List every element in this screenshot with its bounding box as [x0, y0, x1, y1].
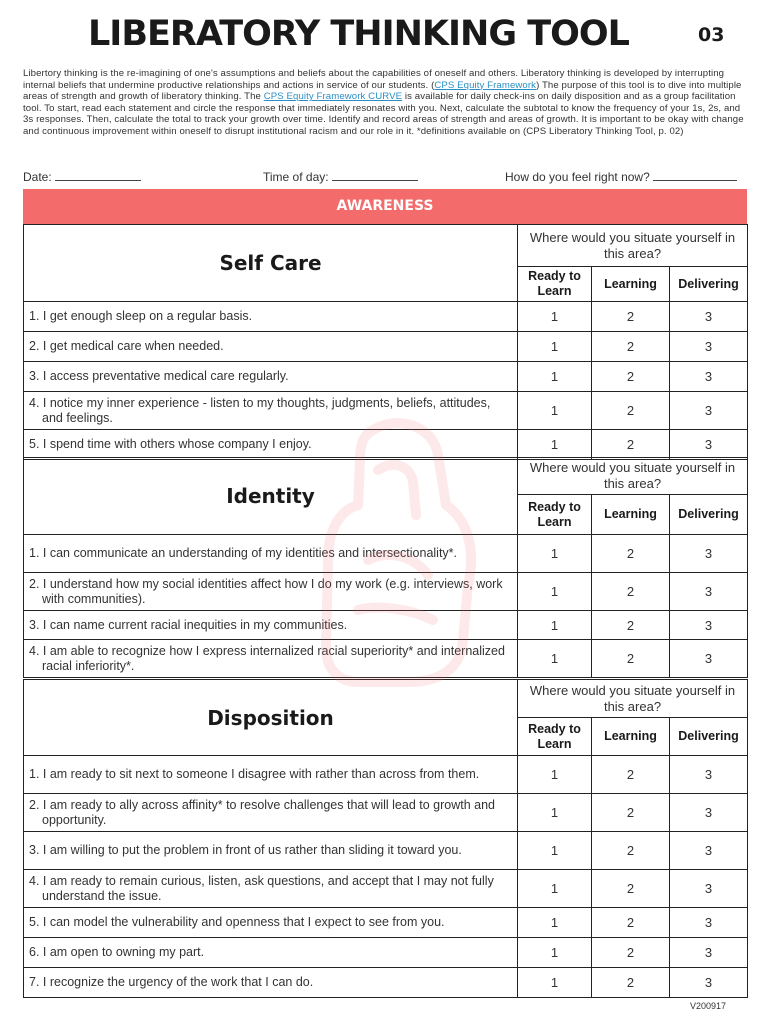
response-option-1[interactable]: 1 [518, 756, 592, 794]
awareness-band: AWARENESS [23, 189, 747, 224]
statement-text: 2. I am ready to ally across affinity* to resolve challenges that will lead to growth and opportunity. [29, 797, 495, 827]
statement-row [24, 832, 748, 870]
statement-row [24, 938, 748, 968]
response-option-3[interactable]: 3 [670, 535, 748, 573]
response-option-2[interactable]: 2 [592, 430, 670, 460]
response-option-2[interactable]: 2 [592, 332, 670, 362]
response-option-3[interactable]: 3 [670, 756, 748, 794]
response-option-3[interactable]: 3 [670, 640, 748, 678]
response-option-3[interactable]: 3 [670, 832, 748, 870]
statement-row [24, 302, 748, 332]
response-option-3[interactable]: 3 [670, 611, 748, 640]
statement-text: 7. I recognize the urgency of the work that I can do. [29, 975, 314, 989]
statement-text: 3. I access preventative medical care regularly. [29, 369, 289, 383]
col-learn-label: Learn [537, 514, 572, 529]
statement-text: 3. I am willing to put the problem in front of us rather than sliding it toward you. [29, 843, 462, 857]
col-ready-to-learn [518, 495, 592, 535]
response-option-3[interactable]: 3 [670, 332, 748, 362]
statement-text: 5. I can model the vulnerability and openness that I expect to see from you. [29, 915, 445, 929]
response-option-2[interactable]: 2 [592, 908, 670, 938]
col-ready-label: Ready to [528, 721, 581, 736]
statement-cell [24, 832, 518, 870]
col-learning: Learning [592, 267, 670, 302]
intro-text: is available for daily check-ins on daily disposition and as a group facilitation tool. To start, read each statement and circle the response that immediately resonates with you. Next, calculate the subtotal to know the frequency of your 1s, 2s, and 3s responses. Then, calculate the total to track your growth over time. Identify and record areas of strength and areas of growth. It is important to be okay with change and continuous improvement within oneself to disrupt institutional racism and our role in it. *definitions available on (CPS Liberatory Thinking Tool, p. 02) [23, 91, 744, 137]
response-option-2[interactable]: 2 [592, 938, 670, 968]
response-option-3[interactable]: 3 [670, 870, 748, 908]
page-title: LIBERATORY THINKING TOOL [88, 14, 629, 54]
statement-row [24, 332, 748, 362]
statement-cell [24, 908, 518, 938]
section-disposition [23, 679, 748, 998]
date-field[interactable] [23, 170, 141, 184]
statement-text: 2. I understand how my social identities affect how I do my work (e.g. interviews, work with communities). [29, 576, 503, 606]
statement-cell [24, 938, 518, 968]
intro-paragraph [23, 68, 749, 138]
statement-row [24, 756, 748, 794]
statement-text: 2. I get medical care when needed. [29, 339, 224, 353]
col-ready-label: Ready to [528, 499, 581, 514]
col-learning: Learning [592, 718, 670, 756]
statement-text: 3. I can name current racial inequities in my communities. [29, 617, 348, 632]
response-option-1[interactable]: 1 [518, 332, 592, 362]
response-option-2[interactable]: 2 [592, 832, 670, 870]
response-option-3[interactable]: 3 [670, 794, 748, 832]
statement-cell [24, 968, 518, 998]
response-option-1[interactable]: 1 [518, 611, 592, 640]
time-label: Time of day: [263, 170, 329, 184]
response-option-1[interactable]: 1 [518, 908, 592, 938]
statement-cell [24, 362, 518, 392]
statement-cell [24, 794, 518, 832]
col-ready-to-learn [518, 718, 592, 756]
intro-text: ) The purpose of this tool is to dive into multiple areas of strength and growth of liberatory thinking. The [23, 79, 742, 103]
statement-text: 4. I notice my inner experience - listen to my thoughts, judgments, beliefs, attitudes, and feelings. [29, 395, 491, 425]
hand-watermark-icon [318, 410, 478, 690]
response-option-2[interactable]: 2 [592, 870, 670, 908]
response-option-1[interactable]: 1 [518, 392, 592, 430]
situate-prompt: Where would you situate yourself in this area? [518, 225, 748, 267]
response-option-3[interactable]: 3 [670, 938, 748, 968]
col-ready-to-learn [518, 267, 592, 302]
response-option-2[interactable]: 2 [592, 302, 670, 332]
col-delivering: Delivering [670, 718, 748, 756]
statement-text: 1. I get enough sleep on a regular basis. [29, 309, 253, 323]
col-learn-label: Learn [537, 284, 572, 298]
response-option-3[interactable]: 3 [670, 968, 748, 998]
statement-text: 1. I am ready to sit next to someone I disagree with rather than across from them. [29, 767, 480, 781]
response-option-3[interactable]: 3 [670, 908, 748, 938]
response-option-3[interactable]: 3 [670, 392, 748, 430]
version-label: V200917 [689, 1001, 726, 1011]
statement-row [24, 794, 748, 832]
statement-text: 4. I am able to recognize how I express internalized racial superiority* and internalized racial inferiority*. [29, 643, 505, 673]
equity-framework-link[interactable]: CPS Equity Framework [434, 79, 537, 91]
response-option-1[interactable]: 1 [518, 968, 592, 998]
col-delivering: Delivering [670, 267, 748, 302]
response-option-1[interactable]: 1 [518, 430, 592, 460]
response-option-3[interactable]: 3 [670, 430, 748, 460]
time-field[interactable] [263, 170, 418, 184]
intro-text: Libertory thinking is the re-imagining of one's assumptions and beliefs about the capabilities of oneself and others. Liberatory thinking is developed by interrupting internal beliefs that undermine productive relationships and actions in service of our students. ( [23, 68, 725, 91]
section-title: Self Care [24, 225, 518, 302]
feel-line[interactable] [653, 171, 737, 181]
response-option-1[interactable]: 1 [518, 362, 592, 392]
statement-row [24, 362, 748, 392]
equity-framework-curve-link[interactable]: CPS Equity Framework CURVE [263, 91, 403, 103]
statement-text: 6. I am open to owning my part. [29, 945, 205, 959]
col-delivering: Delivering [670, 495, 748, 535]
statement-cell [24, 756, 518, 794]
situate-prompt: Where would you situate yourself in this area? [518, 458, 748, 495]
response-option-2[interactable]: 2 [592, 611, 670, 640]
section-title: Identity [24, 458, 518, 535]
response-option-2[interactable]: 2 [592, 362, 670, 392]
response-option-1[interactable]: 1 [518, 640, 592, 678]
response-option-1[interactable]: 1 [518, 302, 592, 332]
response-option-2[interactable]: 2 [592, 392, 670, 430]
statement-cell [24, 302, 518, 332]
feel-field[interactable] [505, 170, 737, 184]
response-option-3[interactable]: 3 [670, 302, 748, 332]
response-option-3[interactable]: 3 [670, 573, 748, 611]
response-option-1[interactable]: 1 [518, 573, 592, 611]
time-line[interactable] [332, 171, 418, 181]
feel-label: How do you feel right now? [505, 170, 650, 184]
response-option-2[interactable]: 2 [592, 756, 670, 794]
response-option-1[interactable]: 1 [518, 870, 592, 908]
response-option-2[interactable]: 2 [592, 535, 670, 573]
statement-cell [24, 870, 518, 908]
response-option-2[interactable]: 2 [592, 794, 670, 832]
statement-row [24, 870, 748, 908]
statement-text: 4. I am ready to remain curious, listen, ask questions, and accept that I may not fully understand the issue. [29, 873, 494, 903]
response-option-2[interactable]: 2 [592, 968, 670, 998]
page-number: 03 [698, 24, 725, 46]
response-option-1[interactable]: 1 [518, 938, 592, 968]
section-title: Disposition [24, 680, 518, 756]
statement-text: 1. I can communicate an understanding of my identities and intersectionality*. [29, 546, 458, 560]
response-option-1[interactable]: 1 [518, 794, 592, 832]
col-ready-label: Ready to [528, 269, 581, 283]
date-line[interactable] [55, 171, 141, 181]
date-label: Date: [23, 170, 52, 184]
response-option-1[interactable]: 1 [518, 832, 592, 870]
situate-prompt: Where would you situate yourself in this area? [518, 680, 748, 718]
response-option-2[interactable]: 2 [592, 640, 670, 678]
response-option-2[interactable]: 2 [592, 573, 670, 611]
response-option-1[interactable]: 1 [518, 535, 592, 573]
col-learning: Learning [592, 495, 670, 535]
response-option-3[interactable]: 3 [670, 362, 748, 392]
statement-cell [24, 332, 518, 362]
statement-row [24, 908, 748, 938]
statement-row [24, 968, 748, 998]
statement-text: 5. I spend time with others whose company I enjoy. [29, 437, 312, 451]
col-learn-label: Learn [537, 736, 572, 751]
